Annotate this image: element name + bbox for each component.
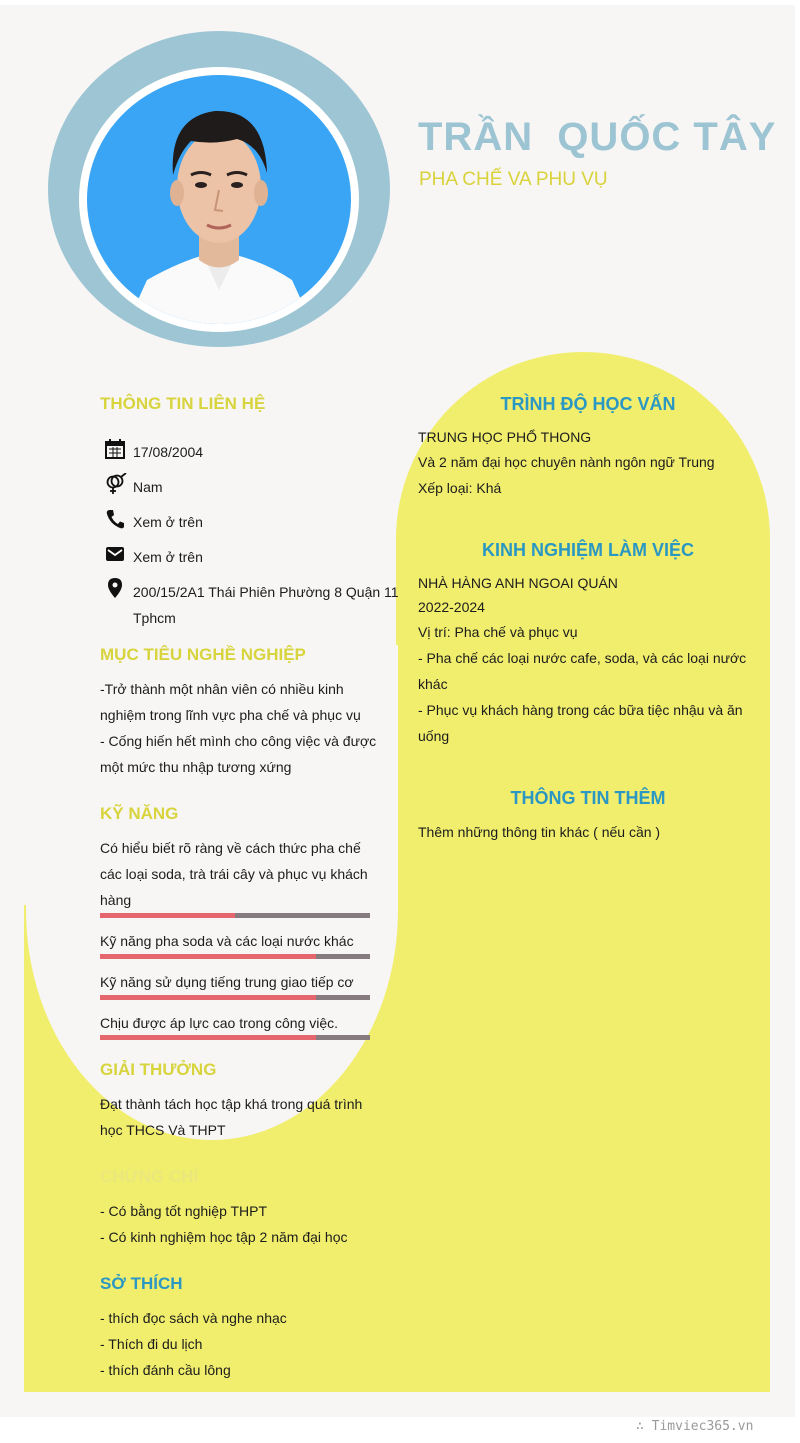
certificates-heading: CHỨNG CHỈ	[100, 1167, 199, 1186]
experience-heading: KINH NGHIỆM LÀM VIỆC	[481, 540, 694, 560]
gender-text: Nam	[133, 479, 163, 495]
candidate-name: TRẦN QUỐC TÂY	[418, 115, 777, 159]
additional-info-heading: THÔNG TIN THÊM	[510, 788, 666, 808]
hobby-line: - thích đọc sách và nghe nhạc	[100, 1310, 287, 1326]
skill-level-bar	[100, 995, 370, 1000]
work-position: Vị trí: Pha chế và phục vụ	[418, 624, 578, 640]
contact-heading: THÔNG TIN LIÊN HỆ	[100, 394, 266, 413]
certificate-line: - Có kinh nghiệm học tập 2 năm đại học	[100, 1229, 348, 1245]
phone-icon	[104, 508, 126, 530]
work-period: 2022-2024	[418, 599, 485, 615]
duty-line: khác	[418, 676, 448, 692]
objective-line: nghiệm trong lĩnh vực pha chế và phục vụ	[100, 707, 361, 723]
phone-text: Xem ở trên	[133, 514, 203, 530]
profile-photo	[87, 75, 351, 324]
skill-text: các loại soda, trà trái cây và phục vụ khách	[100, 866, 368, 882]
yellow-arch-shape	[396, 352, 770, 1392]
job-title: PHA CHẾ VA PHU VỤ	[419, 169, 608, 190]
address-line-2: Tphcm	[133, 610, 176, 626]
location-pin-icon	[104, 577, 126, 599]
objective-heading: MỤC TIÊU NGHỀ NGHIỆP	[100, 645, 306, 664]
skill-level-bar	[100, 1035, 370, 1040]
objective-line: -Trở thành một nhân viên có nhiều kinh	[100, 681, 344, 697]
education-line: Và 2 năm đại học chuyên nành ngôn ngữ Trung	[418, 454, 715, 470]
cv-page	[0, 5, 795, 1417]
email-icon	[104, 543, 126, 565]
email-text: Xem ở trên	[133, 549, 203, 565]
skill-text: Có hiểu biết rõ ràng về cách thức pha chế	[100, 840, 361, 856]
gender-icon	[104, 473, 126, 495]
address-line-1: 200/15/2A1 Thái Phiên Phường 8 Quận 11	[133, 584, 399, 600]
hobby-line: - thích đánh cầu lông	[100, 1362, 231, 1378]
objective-line: - Cống hiến hết mình cho công việc và được	[100, 733, 377, 749]
company-name: NHÀ HÀNG ANH NGOAI QUÁN	[418, 575, 618, 591]
award-line: Đạt thành tách học tập khá trong quá trình	[100, 1096, 363, 1112]
calendar-icon	[104, 438, 126, 460]
skills-heading: KỸ NĂNG	[100, 804, 179, 823]
duty-line: - Pha chế các loại nước cafe, soda, và các loại nước	[418, 650, 747, 666]
certificate-line: - Có bằng tốt nghiệp THPT	[100, 1203, 268, 1219]
skill-text: Chịu được áp lực cao trong công việc.	[100, 1015, 339, 1031]
skill-level-bar	[100, 954, 370, 959]
hobby-line: - Thích đi du lịch	[100, 1336, 203, 1352]
awards-heading: GIẢI THƯỞNG	[100, 1060, 217, 1079]
birthday-text: 17/08/2004	[133, 444, 204, 460]
duty-line: - Phục vụ khách hàng trong các bữa tiệc nhậu và ăn	[418, 702, 743, 718]
education-line: Xếp loại: Khá	[418, 480, 502, 496]
duty-line: uống	[418, 728, 450, 744]
skill-text: Kỹ năng pha soda và các loại nước khác	[100, 933, 354, 949]
education-line: TRUNG HỌC PHỔ THONG	[418, 429, 592, 445]
additional-info-text: Thêm những thông tin khác ( nếu cần )	[418, 824, 661, 840]
site-watermark: ∴ Timviec365.vn	[636, 1419, 754, 1434]
education-heading: TRÌNH ĐỘ HỌC VẤN	[500, 394, 676, 414]
skill-text: hàng	[100, 892, 132, 908]
objective-line: một mức thu nhập tương xứng	[100, 759, 292, 775]
skill-level-bar	[100, 913, 370, 918]
hobbies-heading: SỞ THÍCH	[100, 1274, 183, 1293]
award-line: học THCS Và THPT	[100, 1122, 226, 1138]
skill-text: Kỹ năng sử dụng tiếng trung giao tiếp cơ	[100, 974, 354, 990]
